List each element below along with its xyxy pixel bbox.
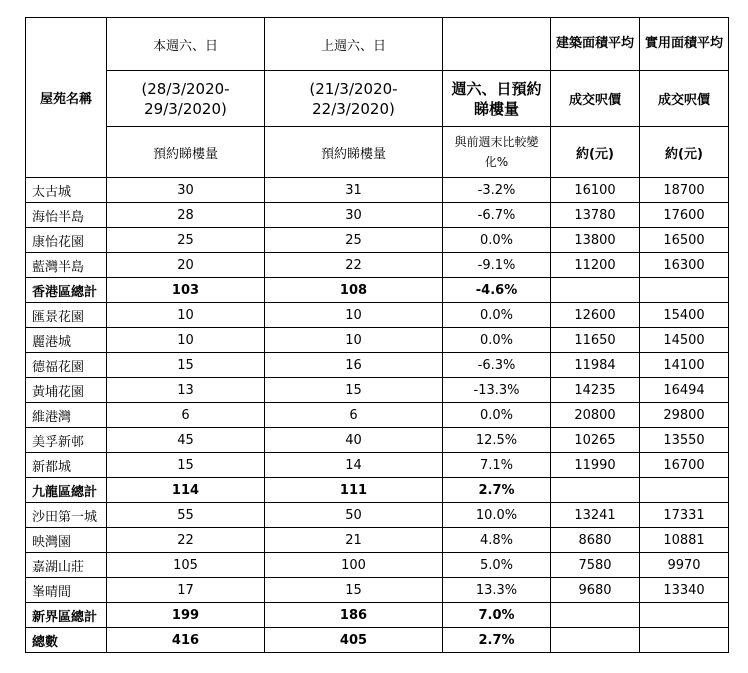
- gross-price-cell: 11650: [551, 328, 640, 353]
- estate-name-cell: 康怡花園: [26, 228, 107, 253]
- change-pct-cell: -4.6%: [443, 278, 551, 303]
- gross-price-cell: [551, 278, 640, 303]
- this-weekend-count-cell: 17: [107, 578, 265, 603]
- gross-area-avg-header: 建築面積平均: [551, 18, 640, 71]
- last-weekend-count-cell: 21: [265, 528, 443, 553]
- this-weekend-count-cell: 416: [107, 628, 265, 653]
- gross-price-cell: 13780: [551, 203, 640, 228]
- last-weekend-dates: (21/3/2020-22/3/2020): [265, 71, 443, 127]
- estate-name-cell: 九龍區總計: [26, 478, 107, 503]
- net-price-cell: 9970: [640, 553, 729, 578]
- last-weekend-count-cell: 30: [265, 203, 443, 228]
- this-weekend-count-cell: 30: [107, 178, 265, 203]
- table-row: [26, 578, 729, 603]
- change-pct-cell: 7.1%: [443, 453, 551, 478]
- net-price-cell: 13340: [640, 578, 729, 603]
- this-weekend-count-cell: 20: [107, 253, 265, 278]
- estate-name-cell: 藍灣半島: [26, 253, 107, 278]
- weekend-appointments-header: 週六、日預約睇樓量: [443, 71, 551, 127]
- this-weekend-count-cell: 45: [107, 428, 265, 453]
- gross-price-cell: 11990: [551, 453, 640, 478]
- net-price-cell: 29800: [640, 403, 729, 428]
- last-weekend-count-cell: 108: [265, 278, 443, 303]
- this-weekend-count-cell: 25: [107, 228, 265, 253]
- table-row: [26, 253, 729, 278]
- gross-deal-price-header: 成交呎價: [551, 71, 640, 127]
- change-pct-cell: 0.0%: [443, 228, 551, 253]
- this-weekend-count-cell: 55: [107, 503, 265, 528]
- gross-price-cell: [551, 478, 640, 503]
- gross-price-cell: 20800: [551, 403, 640, 428]
- estate-name-cell: 維港灣: [26, 403, 107, 428]
- total-row: [26, 603, 729, 628]
- estate-name-cell: 匯景花園: [26, 303, 107, 328]
- estate-name-cell: 新都城: [26, 453, 107, 478]
- table-row: [26, 528, 729, 553]
- net-price-cell: 17331: [640, 503, 729, 528]
- table-row: [26, 403, 729, 428]
- change-pct-cell: 2.7%: [443, 628, 551, 653]
- estate-name-cell: 峯晴間: [26, 578, 107, 603]
- viewing-appointments-table: [25, 17, 729, 653]
- estate-name-cell: 太古城: [26, 178, 107, 203]
- table-row: [26, 378, 729, 403]
- gross-price-cell: 11200: [551, 253, 640, 278]
- this-weekend-dates: (28/3/2020-29/3/2020): [107, 71, 265, 127]
- net-price-cell: 14100: [640, 353, 729, 378]
- last-weekend-appointments-header: 預約睇樓量: [265, 127, 443, 178]
- this-weekend-count-cell: 15: [107, 453, 265, 478]
- net-price-cell: 13550: [640, 428, 729, 453]
- this-weekend-count-cell: 103: [107, 278, 265, 303]
- change-pct-cell: 0.0%: [443, 403, 551, 428]
- estate-name-cell: 新界區總計: [26, 603, 107, 628]
- table-row: [26, 503, 729, 528]
- last-weekend-count-cell: 10: [265, 303, 443, 328]
- last-weekend-count-cell: 15: [265, 578, 443, 603]
- change-pct-cell: 5.0%: [443, 553, 551, 578]
- gross-price-cell: [551, 603, 640, 628]
- gross-price-cell: 13800: [551, 228, 640, 253]
- table-row: [26, 203, 729, 228]
- net-price-cell: 15400: [640, 303, 729, 328]
- this-weekend-count-cell: 10: [107, 328, 265, 353]
- gross-price-cell: [551, 628, 640, 653]
- gross-price-cell: 11984: [551, 353, 640, 378]
- estate-name-header: 屋苑名稱: [26, 18, 107, 178]
- estate-name-cell: 映灣園: [26, 528, 107, 553]
- table-row: [26, 178, 729, 203]
- gross-price-cell: 7580: [551, 553, 640, 578]
- this-weekend-count-cell: 13: [107, 378, 265, 403]
- change-pct-cell: -13.3%: [443, 378, 551, 403]
- net-area-avg-header: 實用面積平均: [640, 18, 729, 71]
- estate-name-cell: 沙田第一城: [26, 503, 107, 528]
- net-price-cell: 16500: [640, 228, 729, 253]
- gross-unit-header: 約(元): [551, 127, 640, 178]
- last-weekend-count-cell: 10: [265, 328, 443, 353]
- last-weekend-count-cell: 40: [265, 428, 443, 453]
- last-weekend-count-cell: 111: [265, 478, 443, 503]
- change-pct-cell: 0.0%: [443, 303, 551, 328]
- estate-name-cell: 總數: [26, 628, 107, 653]
- last-weekend-count-cell: 186: [265, 603, 443, 628]
- estate-name-cell: 德福花園: [26, 353, 107, 378]
- net-price-cell: 18700: [640, 178, 729, 203]
- net-price-cell: [640, 278, 729, 303]
- table-row: [26, 428, 729, 453]
- change-pct-cell: -6.7%: [443, 203, 551, 228]
- last-weekend-count-cell: 14: [265, 453, 443, 478]
- net-unit-header: 約(元): [640, 127, 729, 178]
- net-price-cell: [640, 603, 729, 628]
- this-weekend-header: 本週六、日: [107, 18, 265, 71]
- net-price-cell: [640, 478, 729, 503]
- last-weekend-count-cell: 31: [265, 178, 443, 203]
- net-price-cell: 16300: [640, 253, 729, 278]
- estate-name-cell: 美孚新邨: [26, 428, 107, 453]
- last-weekend-count-cell: 16: [265, 353, 443, 378]
- change-pct-header: 與前週末比較變化%: [443, 127, 551, 178]
- change-pct-cell: 4.8%: [443, 528, 551, 553]
- gross-price-cell: 12600: [551, 303, 640, 328]
- last-weekend-header: 上週六、日: [265, 18, 443, 71]
- net-price-cell: 10881: [640, 528, 729, 553]
- this-weekend-count-cell: 6: [107, 403, 265, 428]
- this-weekend-count-cell: 199: [107, 603, 265, 628]
- change-pct-cell: 0.0%: [443, 328, 551, 353]
- last-weekend-count-cell: 100: [265, 553, 443, 578]
- change-pct-cell: 13.3%: [443, 578, 551, 603]
- gross-price-cell: 14235: [551, 378, 640, 403]
- gross-price-cell: 10265: [551, 428, 640, 453]
- table-row: [26, 353, 729, 378]
- net-price-cell: 17600: [640, 203, 729, 228]
- this-weekend-count-cell: 15: [107, 353, 265, 378]
- last-weekend-count-cell: 15: [265, 378, 443, 403]
- this-weekend-count-cell: 105: [107, 553, 265, 578]
- change-pct-cell: -3.2%: [443, 178, 551, 203]
- net-price-cell: 16700: [640, 453, 729, 478]
- table-row: [26, 553, 729, 578]
- total-row: [26, 478, 729, 503]
- this-weekend-count-cell: 10: [107, 303, 265, 328]
- table-row: [26, 328, 729, 353]
- last-weekend-count-cell: 6: [265, 403, 443, 428]
- gross-price-cell: 9680: [551, 578, 640, 603]
- estate-name-cell: 嘉湖山莊: [26, 553, 107, 578]
- table-row: [26, 228, 729, 253]
- total-row: [26, 628, 729, 653]
- gross-price-cell: 8680: [551, 528, 640, 553]
- change-pct-cell: -9.1%: [443, 253, 551, 278]
- net-deal-price-header: 成交呎價: [640, 71, 729, 127]
- gross-price-cell: 13241: [551, 503, 640, 528]
- estate-name-cell: 麗港城: [26, 328, 107, 353]
- this-weekend-count-cell: 114: [107, 478, 265, 503]
- change-pct-cell: 12.5%: [443, 428, 551, 453]
- table-row: [26, 453, 729, 478]
- empty-header-cell: [443, 18, 551, 71]
- estate-name-cell: 海怡半島: [26, 203, 107, 228]
- last-weekend-count-cell: 50: [265, 503, 443, 528]
- this-weekend-count-cell: 28: [107, 203, 265, 228]
- estate-name-cell: 黃埔花園: [26, 378, 107, 403]
- this-weekend-appointments-header: 預約睇樓量: [107, 127, 265, 178]
- net-price-cell: 14500: [640, 328, 729, 353]
- change-pct-cell: -6.3%: [443, 353, 551, 378]
- change-pct-cell: 7.0%: [443, 603, 551, 628]
- net-price-cell: [640, 628, 729, 653]
- last-weekend-count-cell: 405: [265, 628, 443, 653]
- change-pct-cell: 10.0%: [443, 503, 551, 528]
- net-price-cell: 16494: [640, 378, 729, 403]
- gross-price-cell: 16100: [551, 178, 640, 203]
- last-weekend-count-cell: 22: [265, 253, 443, 278]
- change-pct-cell: 2.7%: [443, 478, 551, 503]
- last-weekend-count-cell: 25: [265, 228, 443, 253]
- table-row: [26, 303, 729, 328]
- total-row: [26, 278, 729, 303]
- estate-name-cell: 香港區總計: [26, 278, 107, 303]
- this-weekend-count-cell: 22: [107, 528, 265, 553]
